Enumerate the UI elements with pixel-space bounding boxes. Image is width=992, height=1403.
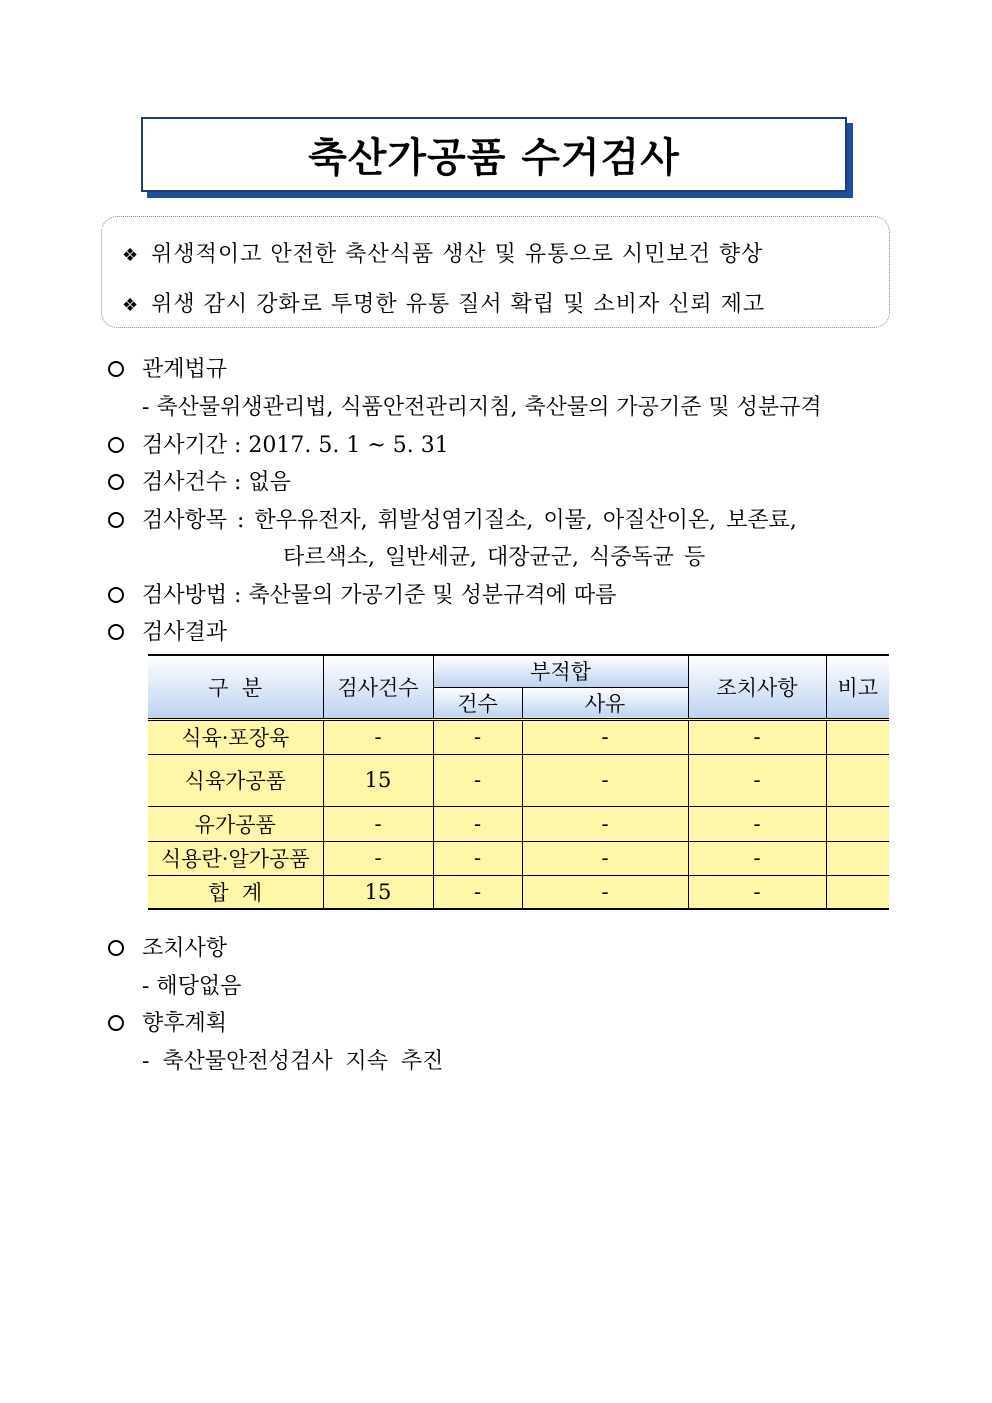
diamond-bullet-icon: ❖ [122,295,140,316]
cell-inspections: 15 [323,875,433,909]
cell-remark [826,806,889,841]
circle-bullet-icon [108,361,124,377]
document-title: 축산가공품 수거검사 [308,135,680,181]
action-detail: - 해당없음 [142,974,242,999]
cell-nc-count: - [433,875,522,909]
section-action: 조치사항 [108,931,227,962]
table-row [148,841,889,875]
results-table [148,654,889,910]
cell-category: 합 계 [148,875,323,909]
header-nc-reason: 사유 [522,687,688,719]
cell-inspections: - [323,841,433,875]
section-period: 검사기간 : 2017. 5. 1 ~ 5. 31 [108,428,449,459]
section-law: 관계법규 [108,352,227,383]
cell-remark [826,719,889,754]
table-row [148,719,889,754]
cell-remark [826,841,889,875]
cell-action: - [688,841,826,875]
cell-nc-reason: - [522,841,688,875]
cell-nc-reason: - [522,806,688,841]
cell-action: - [688,719,826,754]
circle-bullet-icon [108,1015,124,1031]
circle-bullet-icon [108,624,124,640]
cell-nc-count: - [433,754,522,806]
cell-nc-count: - [433,719,522,754]
circle-bullet-icon [108,437,124,453]
cell-nc-reason: - [522,754,688,806]
cell-category: 식육가공품 [148,754,323,806]
header-action: 조치사항 [688,655,826,719]
summary-box [101,216,890,328]
cell-action: - [688,875,826,909]
cell-remark [826,875,889,909]
table-row [148,754,889,806]
cell-inspections: 15 [323,754,433,806]
cell-nc-count: - [433,841,522,875]
table-row [148,806,889,841]
document-title-box [141,117,847,192]
cell-inspections: - [323,719,433,754]
cell-inspections: - [323,806,433,841]
cell-category: 유가공품 [148,806,323,841]
diamond-bullet-icon: ❖ [122,245,140,266]
summary-item: ❖ 위생 감시 강화로 투명한 유통 질서 확립 및 소비자 신뢰 제고 [122,292,766,317]
cell-category: 식육·포장육 [148,719,323,754]
circle-bullet-icon [108,940,124,956]
law-detail: - 축산물위생관리법, 식품안전관리지침, 축산물의 가공기준 및 성분규격 [142,395,822,420]
section-items: 검사항목 : 한우유전자, 휘발성염기질소, 이물, 아질산이온, 보존료, [108,503,797,534]
items-detail-line2: 타르색소, 일반세균, 대장균군, 식중독균 등 [283,545,706,570]
cell-nc-count: - [433,806,522,841]
header-remark: 비고 [826,655,889,719]
header-inspections: 검사건수 [323,655,433,719]
section-results: 검사결과 [108,615,227,646]
summary-item: ❖ 위생적이고 안전한 축산식품 생산 및 유통으로 시민보건 향상 [122,242,764,267]
section-plan: 향후계획 [108,1006,227,1037]
cell-nc-reason: - [522,875,688,909]
cell-action: - [688,806,826,841]
header-nc-count: 건수 [433,687,522,719]
header-category: 구 분 [148,655,323,719]
section-method: 검사방법 : 축산물의 가공기준 및 성분규격에 따름 [108,578,616,609]
cell-category: 식용란·알가공품 [148,841,323,875]
circle-bullet-icon [108,512,124,528]
cell-remark [826,754,889,806]
circle-bullet-icon [108,587,124,603]
plan-detail: - 축산물안전성검사 지속 추진 [142,1049,444,1074]
circle-bullet-icon [108,474,124,490]
table-row-total [148,875,889,909]
cell-nc-reason: - [522,719,688,754]
header-nonconform: 부적합 [433,655,688,687]
cell-action: - [688,754,826,806]
section-count: 검사건수 : 없음 [108,465,291,496]
